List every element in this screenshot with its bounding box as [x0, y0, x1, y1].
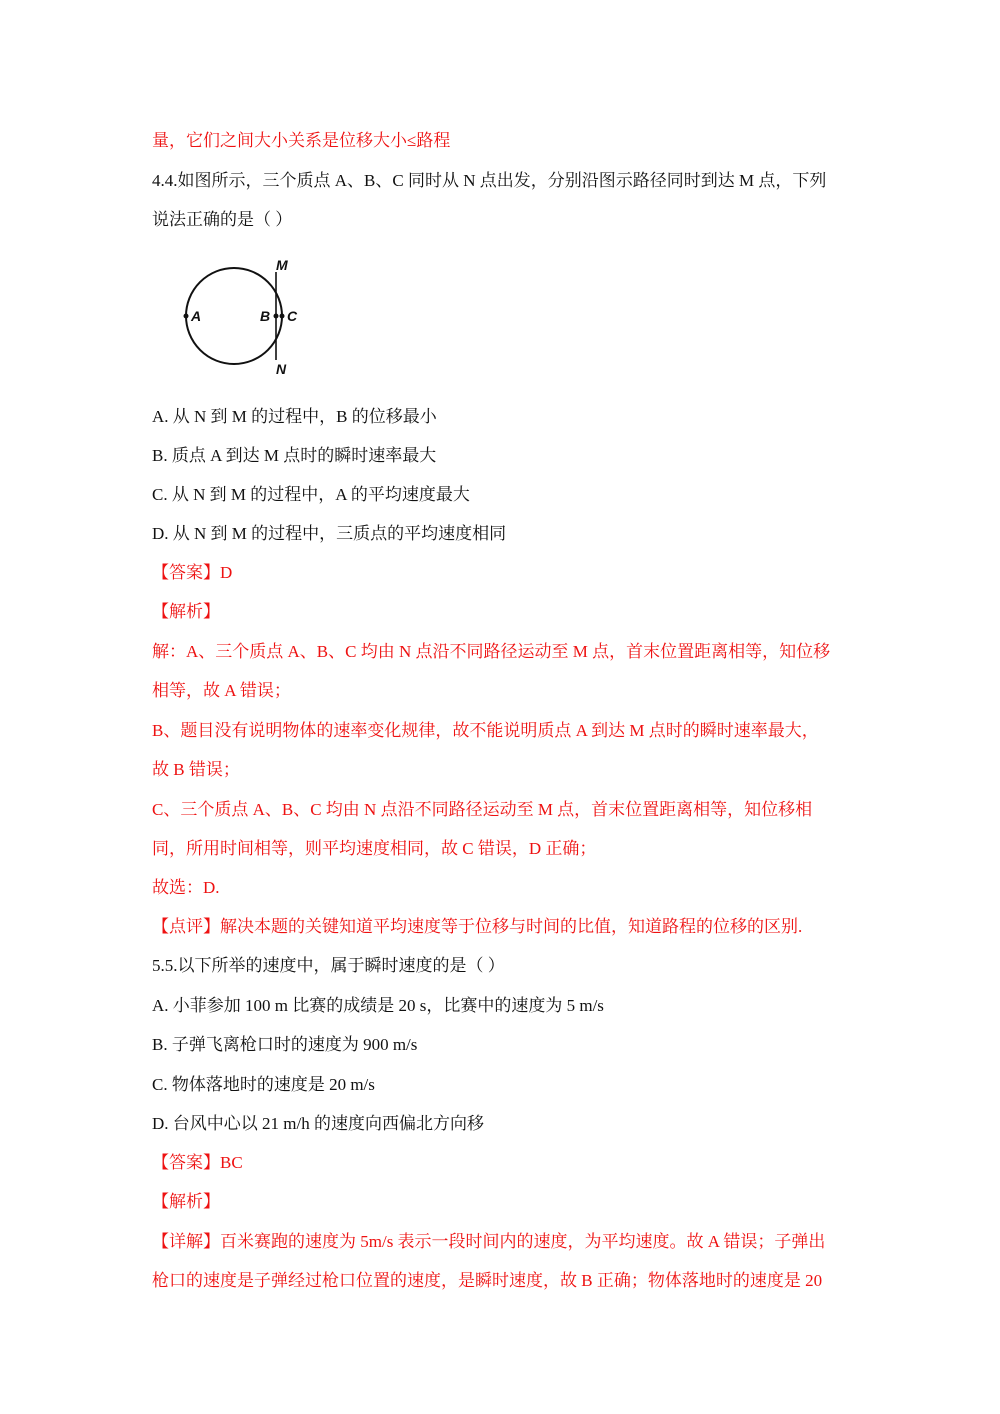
q4-analysis-line-5: C、三个质点 A、B、C 均由 N 点沿不同路径运动至 M 点，首末位置距离相等，知位移相	[152, 800, 813, 819]
q5-answer: 【答案】BC	[152, 1153, 243, 1172]
q5-option-a: A. 小菲参加 100 m 比赛的成绩是 20 s，比赛中的速度为 5 m/s	[152, 996, 604, 1015]
circle-path-diagram	[172, 258, 322, 378]
q4-analysis-line-4: 故 B 错误；	[152, 760, 240, 779]
q4-analysis-line-3: B、题目没有说明物体的速率变化规律，故不能说明质点 A 到达 M 点时的瞬时速率最大，	[152, 721, 819, 740]
q4-analysis-line-6: 同，所用时间相等，则平均速度相同，故 C 错误，D 正确；	[152, 839, 597, 858]
q5-detail-line-1: 【详解】百米赛跑的速度为 5m/s 表示一段时间内的速度，为平均速度。故 A 错误；子弹出	[152, 1232, 826, 1251]
label-a: A	[191, 308, 202, 324]
circle-diagram-svg	[172, 258, 322, 378]
q4-analysis-heading: 【解析】	[152, 602, 220, 621]
q5-stem: 5.5.以下所举的速度中，属于瞬时速度的是（ ）	[152, 956, 505, 975]
q4-comment: 【点评】解决本题的关键知道平均速度等于位移与时间的比值，知道路程的位移的区别.	[152, 917, 803, 936]
q4-option-b: B. 质点 A 到达 M 点时的瞬时速率最大	[152, 446, 437, 465]
previous-answer-tail: 量，它们之间大小关系是位移大小≤路程	[152, 131, 451, 150]
q5-option-c: C. 物体落地时的速度是 20 m/s	[152, 1075, 375, 1094]
q4-answer: 【答案】D	[152, 563, 233, 582]
label-m: M	[276, 258, 288, 273]
label-n: N	[276, 361, 287, 377]
label-c: C	[287, 308, 298, 324]
q4-option-c: C. 从 N 到 M 的过程中，A 的平均速度最大	[152, 485, 470, 504]
q4-option-a: A. 从 N 到 M 的过程中，B 的位移最小	[152, 407, 437, 426]
q5-analysis-heading: 【解析】	[152, 1192, 220, 1211]
label-b: B	[260, 308, 271, 324]
q4-analysis-line-2: 相等，故 A 错误；	[152, 681, 291, 700]
q4-analysis-line-7: 故选：D.	[152, 878, 220, 897]
q5-detail-line-2: 枪口的速度是子弹经过枪口位置的速度，是瞬时速度，故 B 正确；物体落地时的速度是 20	[152, 1271, 823, 1290]
q4-stem-line-2: 说法正确的是（ ）	[152, 210, 293, 229]
q4-analysis-line-1: 解：A、三个质点 A、B、C 均由 N 点沿不同路径运动至 M 点，首末位置距离相等，知位移	[152, 642, 831, 661]
q5-option-d: D. 台风中心以 21 m/h 的速度向西偏北方向移	[152, 1114, 484, 1133]
q4-option-d: D. 从 N 到 M 的过程中，三质点的平均速度相同	[152, 524, 507, 543]
q4-stem-line-1: 4.4.如图所示，三个质点 A、B、C 同时从 N 点出发，分别沿图示路径同时到达 M 点，下列	[152, 171, 827, 190]
q5-option-b: B. 子弹飞离枪口时的速度为 900 m/s	[152, 1035, 418, 1054]
